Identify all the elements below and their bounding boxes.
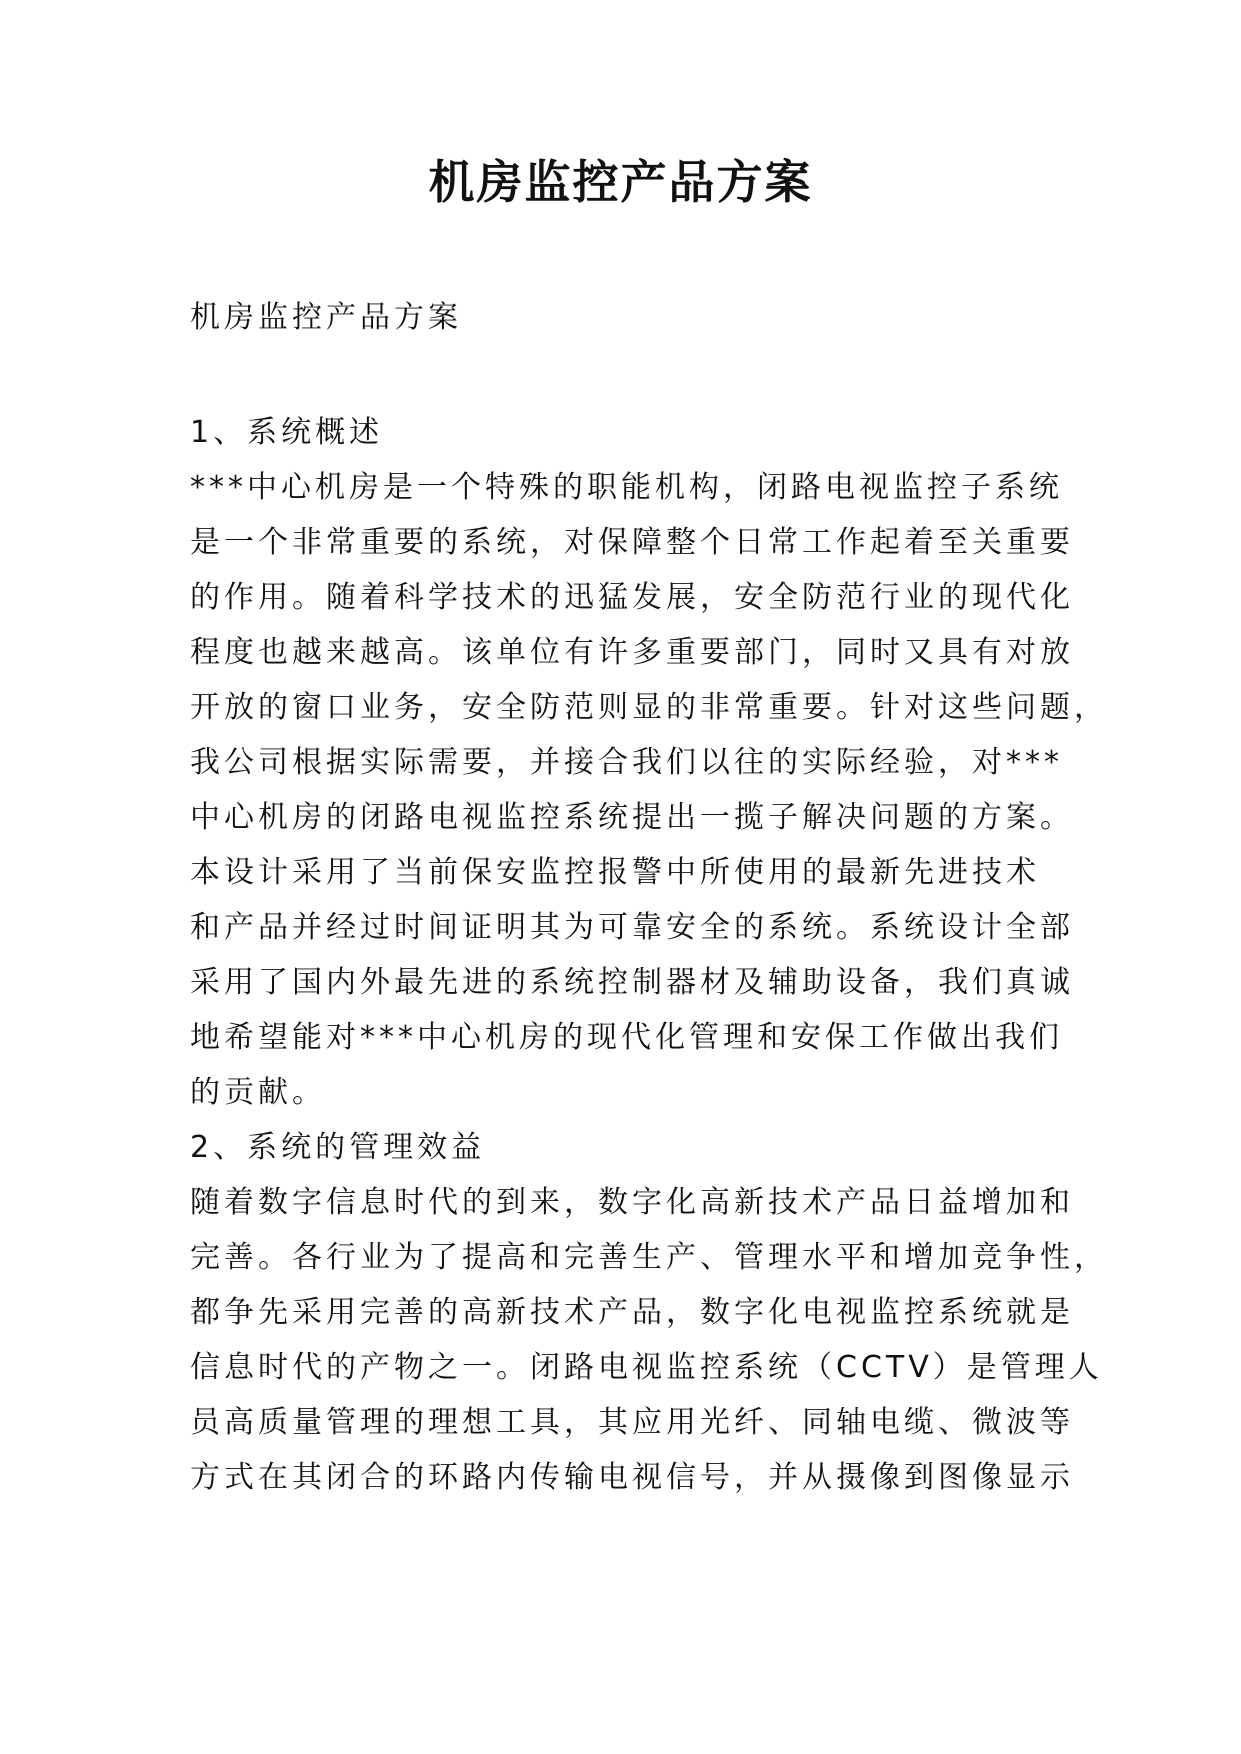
body-line: 程度也越来越高。该单位有许多重要部门，同时又具有对放	[190, 635, 1074, 670]
body-line: 我公司根据实际需要，并接合我们以往的实际经验，对***	[190, 745, 1063, 780]
body-line: 的贡献。	[190, 1075, 326, 1110]
body-line: 员高质量管理的理想工具，其应用光纤、同轴电缆、微波等	[190, 1405, 1074, 1440]
document-subtitle: 机房监控产品方案	[190, 300, 462, 335]
body-line: 开放的窗口业务，安全防范则显的非常重要。针对这些问题，	[190, 690, 1108, 725]
document-title: 机房监控产品方案	[428, 155, 813, 209]
section-heading-overview: 1、系统概述	[190, 415, 384, 450]
body-line: 方式在其闭合的环路内传输电视信号，并从摄像到图像显示	[190, 1460, 1074, 1495]
body-line: 中心机房的闭路电视监控系统提出一揽子解决问题的方案。	[190, 800, 1074, 835]
body-line: ***中心机房是一个特殊的职能机构，闭路电视监控子系统	[190, 470, 1063, 505]
document-body	[190, 405, 1108, 1505]
body-line: 本设计采用了当前保安监控报警中所使用的最新先进技术	[190, 855, 1040, 890]
body-line: 是一个非常重要的系统，对保障整个日常工作起着至关重要	[190, 525, 1074, 560]
section-heading-benefits: 2、系统的管理效益	[190, 1130, 486, 1165]
body-line: 地希望能对***中心机房的现代化管理和安保工作做出我们	[190, 1020, 1063, 1055]
body-line: 完善。各行业为了提高和完善生产、管理水平和增加竞争性，	[190, 1240, 1108, 1275]
body-line: 随着数字信息时代的到来，数字化高新技术产品日益增加和	[190, 1185, 1074, 1220]
body-line: 信息时代的产物之一。闭路电视监控系统（CCTV）是管理人	[190, 1350, 1103, 1385]
body-line: 和产品并经过时间证明其为可靠安全的系统。系统设计全部	[190, 910, 1074, 945]
body-line: 的作用。随着科学技术的迅猛发展，安全防范行业的现代化	[190, 580, 1074, 615]
body-line: 采用了国内外最先进的系统控制器材及辅助设备，我们真诚	[190, 965, 1074, 1000]
body-line: 都争先采用完善的高新技术产品，数字化电视监控系统就是	[190, 1295, 1074, 1330]
